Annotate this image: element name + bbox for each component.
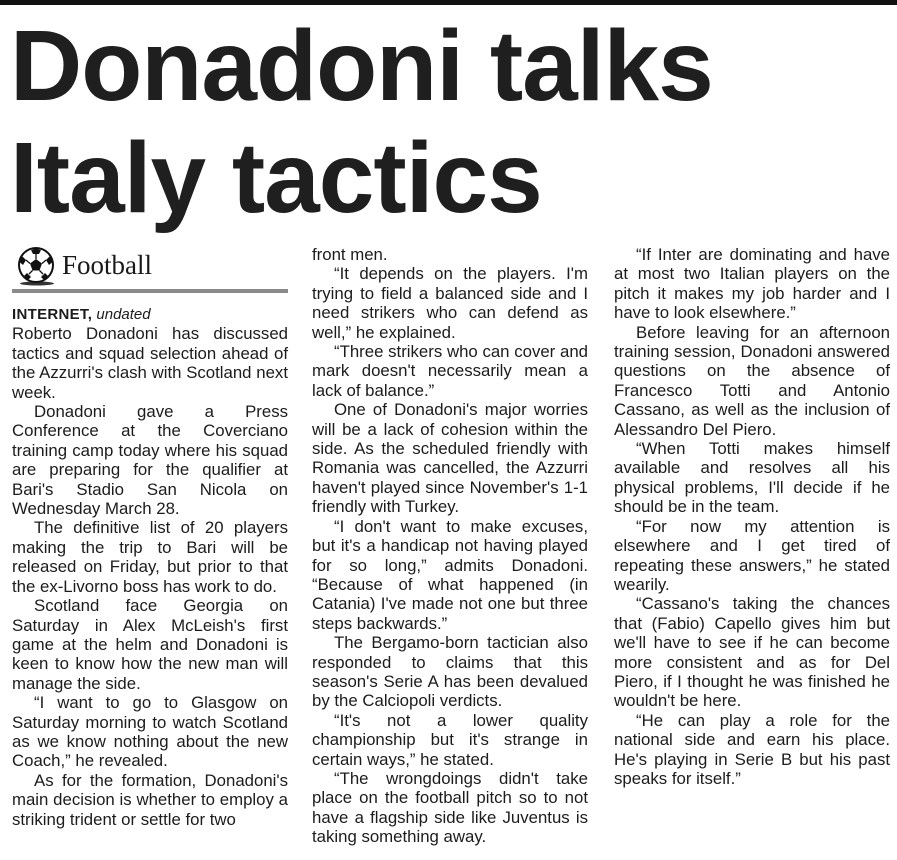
paragraph: Roberto Donadoni has discussed tactics and squad selection ahead of the Azzurri's clash with Scotland next week.	[12, 324, 288, 402]
article-column-2	[312, 245, 588, 847]
paragraph: The definitive list of 20 players making the trip to Bari will be released on Friday, but prior to that the ex-Livorno boss has work to do.	[12, 518, 288, 596]
paragraph: “For now my attention is elsewhere and I get tired of repeating these answers,” he stated wearily.	[614, 516, 890, 594]
paragraph: The Bergamo-born tactician also responded to claims that this season's Serie A has been devalued by the Calciopoli verdicts.	[312, 633, 588, 711]
headline	[10, 10, 713, 234]
paragraph: front men.	[312, 245, 388, 264]
paragraph: “The wrongdoings didn't take place on the football pitch so to not have a flagship side like Juventus is taking something away.	[312, 768, 588, 847]
paragraph: “Three strikers who can cover and mark doesn't necessarily mean a lack of balance.”	[312, 342, 588, 400]
article-column-3	[614, 245, 890, 788]
paragraph: One of Donadoni's major worries will be a lack of cohesion within the side. As the scheduled friendly with Romania was cancelled, the Azzurri haven't played since November's 1-1 friendly with Turkey.	[312, 400, 588, 517]
dateline-when: undated	[96, 306, 151, 323]
paragraph: “It depends on the players. I'm trying to field a balanced side and I need strikers who can defend as well,” he explained.	[312, 264, 588, 342]
paragraph: Scotland face Georgia on Saturday in Alex McLeish's first game at the helm and Donadoni is keen to know how the new man will manage the side.	[12, 596, 288, 693]
paragraph: “Cassano's taking the chances that (Fabio) Capello gives him but we'll have to see if he can become more consistent and as for Del Piero, if I thought he was finished he wouldn't be here.	[614, 594, 890, 711]
paragraph: Donadoni gave a Press Conference at the Coverciano training camp today where his squad are preparing for the qualifier at Bari's Stadio San Nicola on Wednesday March 28.	[12, 402, 288, 519]
paragraph: “He can play a role for the national side and earn his place. He's playing in Serie B but his past speaks for itself.”	[614, 710, 890, 788]
paragraph: “I don't want to make excuses, but it's a handicap not having played for so long,” admits Donadoni. “Because of what happened (in Catania) I've made not one but three steps backwards.”	[312, 516, 588, 633]
soccer-ball-icon	[12, 246, 56, 286]
headline-line-1: Donadoni talks	[10, 10, 713, 122]
article-column-1	[12, 244, 288, 829]
paragraph: Before leaving for an afternoon training session, Donadoni answered questions on the absence of Francesco Totti and Antonio Cassano, as well as the inclusion of Alessandro Del Piero.	[614, 322, 890, 439]
paragraph: “If Inter are dominating and have at most two Italian players on the pitch it makes my job harder and I have to look elsewhere.”	[614, 245, 890, 323]
paragraph: “It's not a lower quality championship but it's strange in certain ways,” he stated.	[312, 710, 588, 769]
section-label: Football	[62, 250, 153, 281]
paragraph: “I want to go to Glasgow on Saturday morning to watch Scotland as we know nothing about the new Coach,” he revealed.	[12, 693, 288, 771]
paragraph: As for the formation, Donadoni's main decision is whether to employ a striking trident or settle for two	[12, 770, 288, 829]
headline-line-2: Italy tactics	[10, 122, 542, 234]
section-rule	[12, 289, 288, 293]
paragraph: “When Totti makes himself available and resolves all his physical problems, I'll decide if he should be in the team.	[614, 439, 890, 517]
top-rule	[0, 0, 897, 5]
section-header	[12, 244, 288, 288]
dateline-place: INTERNET,	[12, 306, 93, 323]
dateline	[12, 305, 288, 324]
